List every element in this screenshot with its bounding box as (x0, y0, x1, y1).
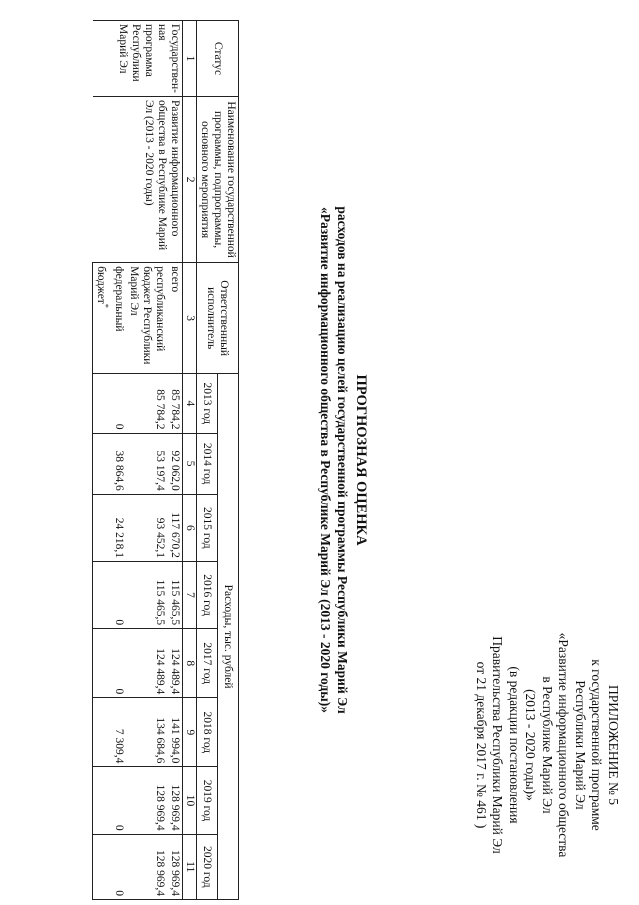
header-year: 2014 год (197, 433, 218, 494)
value-cell: 128 969,4 (167, 834, 183, 899)
appendix-line: (в редакции постановления (507, 666, 522, 824)
value-cell: 117 670,2 (167, 494, 183, 561)
document-subtitle: расходов на реализацию целей государственной программы Республики Марий Эл (335, 206, 350, 714)
header-year: 2018 год (197, 698, 218, 767)
expenses-table (92, 20, 239, 900)
header-year: 2020 год (197, 834, 218, 899)
appendix-line: от 21 декабря 2017 г. № 461 ) (474, 661, 489, 829)
column-index: 9 (183, 698, 197, 767)
value-cell: 0 (93, 374, 126, 433)
value-cell: 124 489,4 (126, 629, 167, 698)
value-cell: 38 864,6 (93, 433, 126, 494)
value-cell: 85 784,2 (167, 374, 183, 433)
header-row (218, 21, 239, 900)
column-index-row (183, 21, 197, 900)
header-year: 2019 год (197, 767, 218, 834)
value-cell: 24 218,1 (93, 494, 126, 561)
header-expenses: Расходы, тыс. рублей (218, 374, 239, 900)
value-cell: 124 489,4 (167, 629, 183, 698)
program-name-cell: Развитие информационного общества в Республике Марий Эл (2013 - 2020 годы) (93, 96, 183, 262)
column-index: 7 (183, 561, 197, 628)
appendix-line: (2013 - 2020 годы)» (523, 689, 539, 801)
column-index: 4 (183, 374, 197, 433)
value-cell: 53 197,4 (126, 433, 167, 494)
column-index: 10 (183, 767, 197, 834)
appendix-line: «Развитие информационного общества (556, 632, 572, 858)
header-year: 2013 год (197, 374, 218, 433)
value-cell: 0 (93, 767, 126, 834)
table-row (167, 21, 183, 900)
value-cell: 93 452,1 (126, 494, 167, 561)
value-cell: 0 (93, 629, 126, 698)
header-executor: Ответственный исполнитель (197, 263, 239, 374)
appendix-line: Республики Марий Эл (573, 680, 588, 810)
value-cell: 128 969,4 (126, 767, 167, 834)
document-title: ПРОГНОЗНАЯ ОЦЕНКА (353, 374, 369, 546)
appendix-block (473, 600, 622, 890)
executor-cell: республиканский бюджет Республики Марий Эл (126, 263, 167, 374)
value-cell: 92 062,0 (167, 433, 183, 494)
column-index: 3 (183, 263, 197, 374)
header-status: Статус (197, 21, 239, 97)
value-cell: 0 (93, 834, 126, 899)
document-subtitle: «Развитие информационного общества в Республике Марий Эл (2013 - 2020 годы)» (318, 207, 333, 713)
header-name: Наименование государственной программы, подпрограммы, основного мероприятия (197, 96, 239, 262)
column-index: 5 (183, 433, 197, 494)
value-cell: 134 684,6 (126, 698, 167, 767)
status-cell: Государствен-ная программа Республики Марий Эл (93, 21, 183, 97)
appendix-line: в Республике Марий Эл (540, 676, 555, 814)
value-cell: 128 969,4 (167, 767, 183, 834)
executor-cell (93, 263, 126, 374)
column-index: 11 (183, 834, 197, 899)
appendix-line: Правительства Республики Марий Эл (490, 636, 506, 854)
footnote-marker: * (101, 303, 110, 308)
appendix-line: к государственной программе (589, 659, 605, 831)
value-cell: 85 784,2 (126, 374, 167, 433)
executor-cell: всего (167, 263, 183, 374)
header-year: 2015 год (197, 494, 218, 561)
column-index: 2 (183, 96, 197, 262)
value-cell: 7 309,4 (93, 698, 126, 767)
value-cell: 0 (93, 561, 126, 628)
column-index: 1 (183, 21, 197, 97)
column-index: 8 (183, 629, 197, 698)
header-year: 2016 год (197, 561, 218, 628)
header-year: 2017 год (197, 629, 218, 698)
value-cell: 128 969,4 (126, 834, 167, 899)
value-cell: 115 465,5 (126, 561, 167, 628)
document-heading (317, 20, 371, 900)
column-index: 6 (183, 494, 197, 561)
executor-label: федеральный бюджет (95, 266, 125, 332)
value-cell: 141 994,0 (167, 698, 183, 767)
appendix-line: ПРИЛОЖЕНИЕ № 5 (606, 684, 621, 806)
value-cell: 115 465,5 (167, 561, 183, 628)
